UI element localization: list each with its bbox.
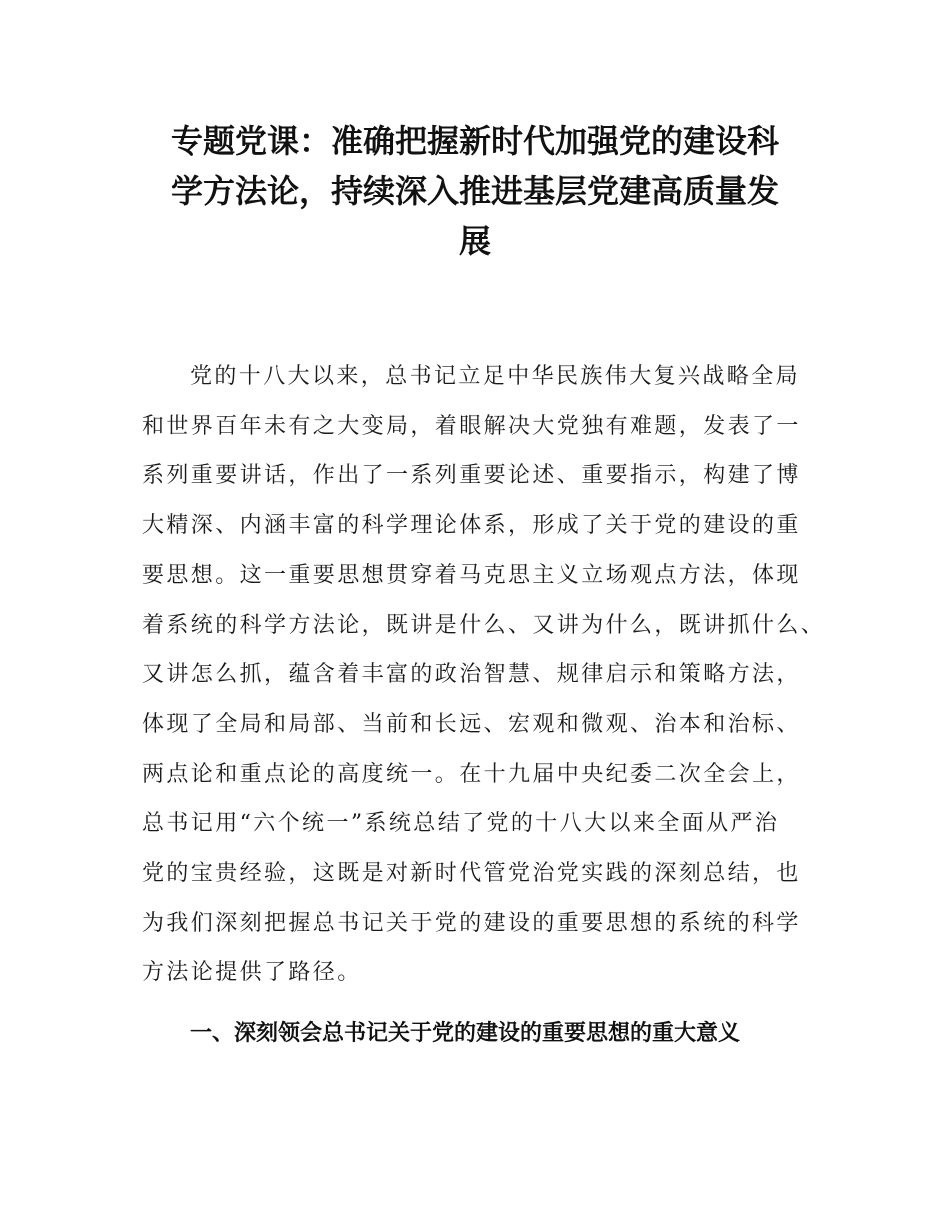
paragraph-line: 方法论提供了路径。 [142, 960, 362, 986]
paragraph-line: 体现了全局和局部、当前和长远、宏观和微观、治本和治标、 [142, 711, 801, 737]
document-title [140, 116, 810, 266]
title-line: 学方法论，持续深入推进基层党建高质量发 [170, 172, 779, 210]
paragraph-line: 总书记用“六个统一”系统总结了党的十八大以来全面从严治 [142, 811, 780, 837]
paragraph-line: 和世界百年未有之大变局，着眼解决大党独有难题，发表了一 [142, 413, 801, 439]
title-line: 展 [458, 222, 491, 260]
paragraph-line: 党的宝贵经验，这既是对新时代管党治党实践的深刻总结，也 [142, 861, 801, 887]
title-line: 专题党课：准确把握新时代加强党的建设科 [170, 122, 779, 160]
paragraph-line: 着系统的科学方法论，既讲是什么、又讲为什么，既讲抓什么、 [142, 612, 826, 638]
paragraph-line: 系列重要讲话，作出了一系列重要论述、重要指示，构建了博 [142, 463, 801, 489]
intro-paragraph [142, 352, 826, 998]
paragraph-line: 为我们深刻把握总书记关于党的建设的重要思想的系统的科学 [142, 910, 801, 936]
paragraph-line: 要思想。这一重要思想贯穿着马克思主义立场观点方法，体现 [142, 562, 801, 588]
paragraph-line: 两点论和重点论的高度统一。在十九届中央纪委二次全会上， [142, 761, 801, 787]
paragraph-line: 大精深、内涵丰富的科学理论体系，形成了关于党的建设的重 [142, 513, 801, 539]
paragraph-line: 又讲怎么抓，蕴含着丰富的政治智慧、规律启示和策略方法， [142, 662, 801, 688]
paragraph-line: 党的十八大以来，总书记立足中华民族伟大复兴战略全局 [190, 364, 801, 389]
section-heading: 一、深刻领会总书记关于党的建设的重要思想的重大意义 [190, 1021, 741, 1046]
